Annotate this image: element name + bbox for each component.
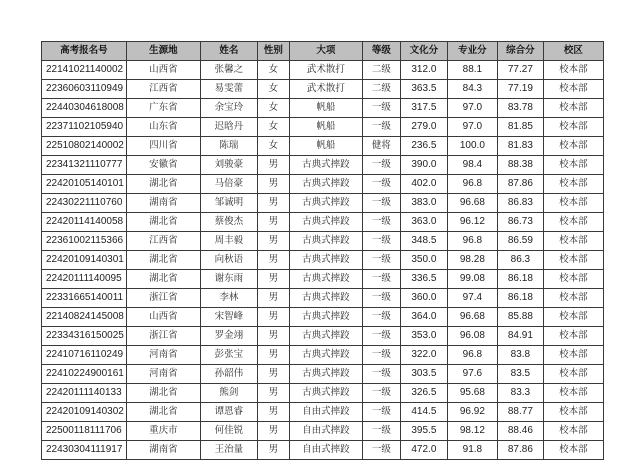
table-row (42, 194, 604, 213)
gender-cell: 女 (257, 99, 289, 118)
level-cell: 一级 (362, 175, 400, 194)
level-cell: 一级 (362, 365, 400, 384)
campus-cell: 校本部 (543, 232, 603, 251)
culture-score-cell: 336.5 (400, 270, 447, 289)
skill-score-cell: 96.8 (447, 175, 497, 194)
name-cell: 熊剑 (200, 384, 257, 403)
campus-cell: 校本部 (543, 137, 603, 156)
campus-cell: 校本部 (543, 308, 603, 327)
culture-score-cell: 390.0 (400, 156, 447, 175)
total-score-cell: 83.78 (497, 99, 543, 118)
origin-cell: 河南省 (126, 365, 200, 384)
name-cell: 刘骏豪 (200, 156, 257, 175)
skill-score-cell: 96.12 (447, 213, 497, 232)
name-cell: 马倍豪 (200, 175, 257, 194)
name-cell: 余宝玲 (200, 99, 257, 118)
skill-score-cell: 100.0 (447, 137, 497, 156)
name-cell: 周丰毅 (200, 232, 257, 251)
gender-cell: 男 (257, 365, 289, 384)
skill-score-cell: 96.92 (447, 403, 497, 422)
culture-score-cell: 322.0 (400, 346, 447, 365)
skill-score-cell: 98.4 (447, 156, 497, 175)
total-score-cell: 77.19 (497, 80, 543, 99)
skill-score-cell: 95.68 (447, 384, 497, 403)
level-cell: 一级 (362, 99, 400, 118)
total-score-cell: 86.18 (497, 270, 543, 289)
skill-score-cell: 97.0 (447, 118, 497, 137)
exam-id-cell: 22331665140011 (42, 289, 127, 308)
exam-id-cell: 22410716110249 (42, 346, 127, 365)
gender-cell: 男 (257, 422, 289, 441)
total-score-cell: 85.88 (497, 308, 543, 327)
campus-cell: 校本部 (543, 441, 603, 460)
name-cell: 蔡俊杰 (200, 213, 257, 232)
gender-cell: 男 (257, 213, 289, 232)
header-col-total-score: 综合分 (497, 42, 543, 61)
total-score-cell: 86.3 (497, 251, 543, 270)
campus-cell: 校本部 (543, 327, 603, 346)
level-cell: 健将 (362, 137, 400, 156)
name-cell: 何佳锐 (200, 422, 257, 441)
level-cell: 一级 (362, 194, 400, 213)
origin-cell: 浙江省 (126, 289, 200, 308)
exam-id-cell: 22420114140058 (42, 213, 127, 232)
culture-score-cell: 395.5 (400, 422, 447, 441)
gender-cell: 男 (257, 289, 289, 308)
culture-score-cell: 402.0 (400, 175, 447, 194)
exam-id-cell: 22420105140101 (42, 175, 127, 194)
culture-score-cell: 364.0 (400, 308, 447, 327)
campus-cell: 校本部 (543, 422, 603, 441)
skill-score-cell: 96.8 (447, 346, 497, 365)
skill-score-cell: 97.6 (447, 365, 497, 384)
origin-cell: 河南省 (126, 346, 200, 365)
total-score-cell: 87.86 (497, 441, 543, 460)
campus-cell: 校本部 (543, 384, 603, 403)
header-col-skill-score: 专业分 (447, 42, 497, 61)
exam-id-cell: 22430221110760 (42, 194, 127, 213)
header-col-exam-id: 高考报名号 (42, 42, 127, 61)
level-cell: 一级 (362, 308, 400, 327)
total-score-cell: 84.91 (497, 327, 543, 346)
gender-cell: 男 (257, 156, 289, 175)
total-score-cell: 81.85 (497, 118, 543, 137)
origin-cell: 湖北省 (126, 270, 200, 289)
exam-id-cell: 22361002115366 (42, 232, 127, 251)
origin-cell: 江西省 (126, 232, 200, 251)
culture-score-cell: 472.0 (400, 441, 447, 460)
culture-score-cell: 236.5 (400, 137, 447, 156)
gender-cell: 女 (257, 61, 289, 80)
event-cell: 自由式摔跤 (289, 403, 362, 422)
skill-score-cell: 96.68 (447, 194, 497, 213)
culture-score-cell: 350.0 (400, 251, 447, 270)
origin-cell: 山东省 (126, 118, 200, 137)
campus-cell: 校本部 (543, 156, 603, 175)
event-cell: 古典式摔跤 (289, 308, 362, 327)
table-row (42, 80, 604, 99)
name-cell: 李林 (200, 289, 257, 308)
culture-score-cell: 312.0 (400, 61, 447, 80)
origin-cell: 湖北省 (126, 403, 200, 422)
event-cell: 古典式摔跤 (289, 251, 362, 270)
skill-score-cell: 96.8 (447, 232, 497, 251)
culture-score-cell: 279.0 (400, 118, 447, 137)
origin-cell: 重庆市 (126, 422, 200, 441)
level-cell: 一级 (362, 156, 400, 175)
origin-cell: 广东省 (126, 99, 200, 118)
gender-cell: 男 (257, 346, 289, 365)
total-score-cell: 86.73 (497, 213, 543, 232)
origin-cell: 湖北省 (126, 251, 200, 270)
origin-cell: 安徽省 (126, 156, 200, 175)
culture-score-cell: 363.0 (400, 213, 447, 232)
header-row (42, 42, 604, 61)
exam-id-cell: 22430304111917 (42, 441, 127, 460)
table-row (42, 232, 604, 251)
culture-score-cell: 348.5 (400, 232, 447, 251)
event-cell: 古典式摔跤 (289, 156, 362, 175)
exam-id-cell: 22360603110949 (42, 80, 127, 99)
header-col-origin: 生源地 (126, 42, 200, 61)
gender-cell: 男 (257, 270, 289, 289)
name-cell: 宋智峰 (200, 308, 257, 327)
total-score-cell: 83.8 (497, 346, 543, 365)
event-cell: 古典式摔跤 (289, 365, 362, 384)
skill-score-cell: 96.68 (447, 308, 497, 327)
exam-id-cell: 22420111140133 (42, 384, 127, 403)
exam-id-cell: 22420109140301 (42, 251, 127, 270)
total-score-cell: 81.83 (497, 137, 543, 156)
origin-cell: 湖南省 (126, 441, 200, 460)
campus-cell: 校本部 (543, 403, 603, 422)
gender-cell: 男 (257, 308, 289, 327)
origin-cell: 湖北省 (126, 384, 200, 403)
table-row (42, 403, 604, 422)
campus-cell: 校本部 (543, 251, 603, 270)
skill-score-cell: 98.28 (447, 251, 497, 270)
table-row (42, 308, 604, 327)
origin-cell: 山西省 (126, 308, 200, 327)
table-row (42, 61, 604, 80)
event-cell: 帆船 (289, 118, 362, 137)
level-cell: 一级 (362, 327, 400, 346)
origin-cell: 湖北省 (126, 213, 200, 232)
event-cell: 古典式摔跤 (289, 346, 362, 365)
exam-id-cell: 22371102105940 (42, 118, 127, 137)
table-row (42, 137, 604, 156)
skill-score-cell: 97.4 (447, 289, 497, 308)
event-cell: 自由式摔跤 (289, 441, 362, 460)
event-cell: 古典式摔跤 (289, 213, 362, 232)
event-cell: 武术散打 (289, 61, 362, 80)
header-col-event: 大项 (289, 42, 362, 61)
name-cell: 孙韶伟 (200, 365, 257, 384)
table-header (42, 42, 604, 61)
name-cell: 彭张宝 (200, 346, 257, 365)
event-cell: 帆船 (289, 137, 362, 156)
table-row (42, 289, 604, 308)
header-col-level: 等级 (362, 42, 400, 61)
table-row (42, 327, 604, 346)
culture-score-cell: 383.0 (400, 194, 447, 213)
skill-score-cell: 98.12 (447, 422, 497, 441)
table-row (42, 422, 604, 441)
name-cell: 张馨之 (200, 61, 257, 80)
exam-id-cell: 22510802140002 (42, 137, 127, 156)
name-cell: 陈瑞 (200, 137, 257, 156)
exam-id-cell: 22341321110777 (42, 156, 127, 175)
total-score-cell: 86.18 (497, 289, 543, 308)
total-score-cell: 86.83 (497, 194, 543, 213)
gender-cell: 女 (257, 118, 289, 137)
name-cell: 易雯蕾 (200, 80, 257, 99)
level-cell: 二级 (362, 80, 400, 99)
table-row (42, 441, 604, 460)
level-cell: 一级 (362, 213, 400, 232)
campus-cell: 校本部 (543, 365, 603, 384)
level-cell: 一级 (362, 289, 400, 308)
level-cell: 一级 (362, 118, 400, 137)
exam-id-cell: 22141021140002 (42, 61, 127, 80)
total-score-cell: 87.86 (497, 175, 543, 194)
name-cell: 向秋语 (200, 251, 257, 270)
table-row (42, 346, 604, 365)
gender-cell: 男 (257, 403, 289, 422)
header-col-culture-score: 文化分 (400, 42, 447, 61)
gender-cell: 男 (257, 232, 289, 251)
event-cell: 自由式摔跤 (289, 422, 362, 441)
event-cell: 古典式摔跤 (289, 232, 362, 251)
total-score-cell: 88.46 (497, 422, 543, 441)
table-body (42, 61, 604, 460)
total-score-cell: 83.3 (497, 384, 543, 403)
total-score-cell: 83.5 (497, 365, 543, 384)
campus-cell: 校本部 (543, 175, 603, 194)
event-cell: 古典式摔跤 (289, 327, 362, 346)
level-cell: 一级 (362, 403, 400, 422)
level-cell: 一级 (362, 346, 400, 365)
gender-cell: 男 (257, 384, 289, 403)
level-cell: 一级 (362, 384, 400, 403)
skill-score-cell: 91.8 (447, 441, 497, 460)
level-cell: 一级 (362, 251, 400, 270)
skill-score-cell: 99.08 (447, 270, 497, 289)
admission-score-sheet (41, 41, 604, 460)
level-cell: 一级 (362, 270, 400, 289)
event-cell: 古典式摔跤 (289, 289, 362, 308)
gender-cell: 男 (257, 327, 289, 346)
origin-cell: 湖北省 (126, 175, 200, 194)
exam-id-cell: 22410224900161 (42, 365, 127, 384)
culture-score-cell: 317.5 (400, 99, 447, 118)
exam-id-cell: 22420109140302 (42, 403, 127, 422)
total-score-cell: 86.59 (497, 232, 543, 251)
gender-cell: 女 (257, 80, 289, 99)
campus-cell: 校本部 (543, 213, 603, 232)
culture-score-cell: 363.5 (400, 80, 447, 99)
origin-cell: 湖南省 (126, 194, 200, 213)
table-row (42, 213, 604, 232)
table-row (42, 270, 604, 289)
exam-id-cell: 22420111140095 (42, 270, 127, 289)
campus-cell: 校本部 (543, 118, 603, 137)
campus-cell: 校本部 (543, 99, 603, 118)
campus-cell: 校本部 (543, 270, 603, 289)
origin-cell: 浙江省 (126, 327, 200, 346)
total-score-cell: 88.38 (497, 156, 543, 175)
table-row (42, 175, 604, 194)
total-score-cell: 77.27 (497, 61, 543, 80)
event-cell: 武术散打 (289, 80, 362, 99)
total-score-cell: 88.77 (497, 403, 543, 422)
gender-cell: 女 (257, 137, 289, 156)
event-cell: 古典式摔跤 (289, 194, 362, 213)
level-cell: 一级 (362, 441, 400, 460)
gender-cell: 男 (257, 194, 289, 213)
campus-cell: 校本部 (543, 80, 603, 99)
event-cell: 古典式摔跤 (289, 175, 362, 194)
exam-id-cell: 22140824145008 (42, 308, 127, 327)
culture-score-cell: 326.5 (400, 384, 447, 403)
event-cell: 古典式摔跤 (289, 384, 362, 403)
skill-score-cell: 84.3 (447, 80, 497, 99)
name-cell: 罗金翊 (200, 327, 257, 346)
table-row (42, 365, 604, 384)
campus-cell: 校本部 (543, 289, 603, 308)
gender-cell: 男 (257, 175, 289, 194)
header-col-name: 姓名 (200, 42, 257, 61)
table-row (42, 384, 604, 403)
campus-cell: 校本部 (543, 346, 603, 365)
exam-id-cell: 22440304618008 (42, 99, 127, 118)
level-cell: 一级 (362, 232, 400, 251)
origin-cell: 山西省 (126, 61, 200, 80)
campus-cell: 校本部 (543, 61, 603, 80)
table-row (42, 118, 604, 137)
name-cell: 谢东雨 (200, 270, 257, 289)
name-cell: 谭恩睿 (200, 403, 257, 422)
gender-cell: 男 (257, 441, 289, 460)
culture-score-cell: 360.0 (400, 289, 447, 308)
skill-score-cell: 88.1 (447, 61, 497, 80)
name-cell: 王治量 (200, 441, 257, 460)
campus-cell: 校本部 (543, 194, 603, 213)
exam-id-cell: 22500118111706 (42, 422, 127, 441)
event-cell: 古典式摔跤 (289, 270, 362, 289)
exam-id-cell: 22334316150025 (42, 327, 127, 346)
skill-score-cell: 97.0 (447, 99, 497, 118)
header-col-campus: 校区 (543, 42, 603, 61)
culture-score-cell: 414.5 (400, 403, 447, 422)
name-cell: 邹诚明 (200, 194, 257, 213)
table-row (42, 156, 604, 175)
header-col-gender: 性别 (257, 42, 289, 61)
culture-score-cell: 303.5 (400, 365, 447, 384)
level-cell: 二级 (362, 61, 400, 80)
gender-cell: 男 (257, 251, 289, 270)
table-row (42, 99, 604, 118)
skill-score-cell: 96.08 (447, 327, 497, 346)
table-row (42, 251, 604, 270)
origin-cell: 四川省 (126, 137, 200, 156)
name-cell: 迟晗丹 (200, 118, 257, 137)
origin-cell: 江西省 (126, 80, 200, 99)
level-cell: 一级 (362, 422, 400, 441)
event-cell: 帆船 (289, 99, 362, 118)
culture-score-cell: 353.0 (400, 327, 447, 346)
score-table (41, 41, 604, 460)
